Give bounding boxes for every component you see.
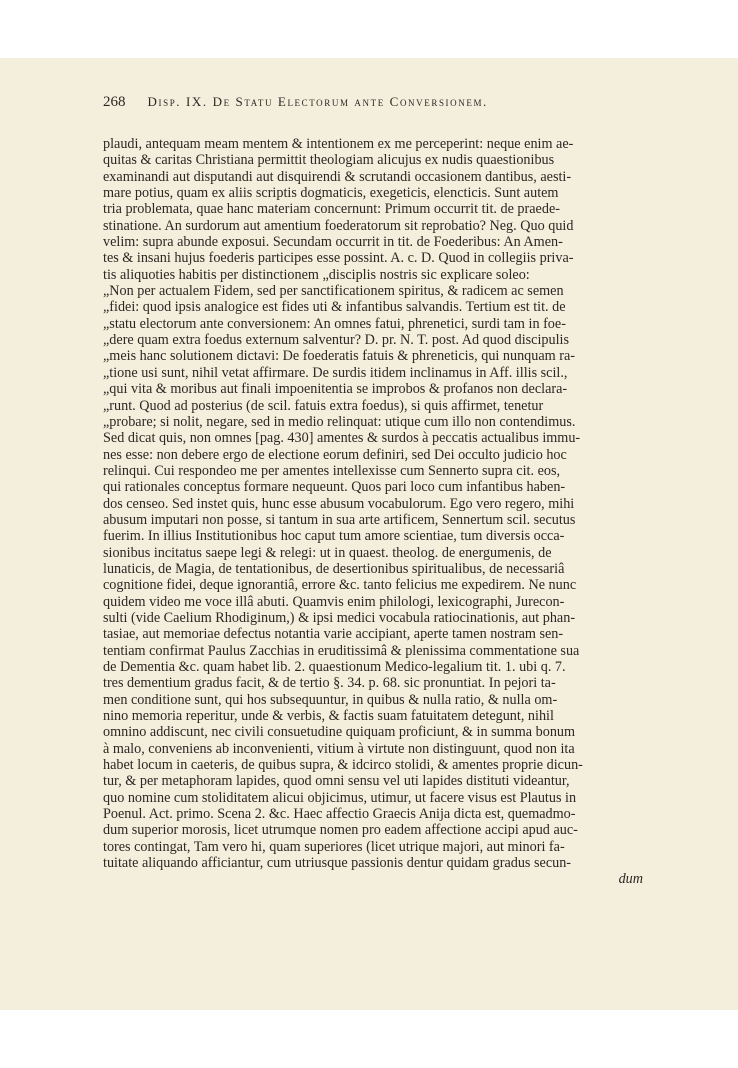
text-line: „meis hanc solutionem dictavi: De foederatis fatuis & phreneticis, qui nunquam ra- <box>103 348 575 365</box>
page-number: 268 <box>103 94 126 110</box>
text-line: sionibus incitatus saepe legi & relegi: ut in quaest. theolog. de energumenis, de <box>103 544 552 561</box>
text-line: examinandi aut disputandi aut disquirendi & scrutandi occasionem dantibus, aesti- <box>103 168 572 185</box>
text-line: „probare; si nolit, negare, sed in medio relinquat: utique cum illo non contendimus. <box>103 413 576 430</box>
text-line: mare potius, quam ex aliis scriptis dogmaticis, exegeticis, elencticis. Sunt autem <box>103 185 559 202</box>
body-text <box>103 136 643 888</box>
text-line: „runt. Quod ad posterius (de scil. fatuis extra foedus), si quis affirmet, tenetur <box>103 397 544 414</box>
text-line: lunaticis, de Magia, de tentationibus, de desertionibus spiritualibus, de necessariâ <box>103 560 565 577</box>
text-line: nes esse: non debere ergo de electione eorum definiri, sed Dei occulto judicio hoc <box>103 446 567 463</box>
text-line: „qui vita & moribus aut finali impoenitentia se improbos & profanos non declara- <box>103 381 568 398</box>
text-line: fuerim. In illius Institutionibus hoc caput tum amore scientiae, tum diversis occa- <box>103 528 565 545</box>
text-line: qui rationales conceptus formare nequeunt. Quos pari loco cum infantibus haben- <box>103 479 566 496</box>
text-line: „dere quam extra foedus externum salventur? D. pr. N. T. post. Ad quod discipulis <box>103 332 569 349</box>
text-line: „tione usi sunt, nihil vetat affirmare. De surdis itidem inclinamus in Aff. illis scil., <box>103 364 568 381</box>
text-line: Sed dicat quis, non omnes [pag. 430] amentes & surdos à peccatis actualibus immu- <box>103 430 581 447</box>
text-line: habet locum in caeteris, de quibus supra, & idcirco stolidi, & amentes proprie dicun- <box>103 757 583 774</box>
text-line: tur, & per metaphoram lapides, quod omni sensu vel uti lapides distituti videantur, <box>103 773 570 790</box>
text-line: plaudi, antequam meam mentem & intentionem ex me perceperint: neque enim ae- <box>103 136 574 152</box>
catchword: dum <box>618 871 643 888</box>
text-line: tres dementium gradus facit, & de tertio §. 34. p. 68. sic pronuntiat. In pejori ta- <box>103 675 556 692</box>
text-line: quitas & caritas Christiana permittit theologiam alicujus ex nudis quaestionibus <box>103 152 555 169</box>
text-line: tasiae, aut memoriae defectus notantia varie accipiant, aperte tamen nostram sen- <box>103 626 564 643</box>
text-line: stinatione. An surdorum aut amentium foederatorum sit reprobatio? Neg. Quo quid <box>103 217 574 234</box>
text-line: „Non per actualem Fidem, sed per sanctificationem spiritus, & radicem ac semen <box>103 283 564 300</box>
text-line: tes & insani hujus foederis participes esse possint. A. c. D. Quod in collegiis priva- <box>103 250 574 267</box>
text-line: dos censeo. Sed instet quis, hunc esse abusum vocabulorum. Ego vero regero, mihi <box>103 495 575 512</box>
text-line: dum superior morosis, licet utrumque nomen pro eadem affectione accipi apud auc- <box>103 822 578 839</box>
text-line: nino memoria reperitur, unde & verbis, & factis suam fatuitatem detegunt, nihil <box>103 708 554 725</box>
running-head: Disp. IX. De Statu Electorum ante Conversionem. <box>147 94 488 109</box>
text-line: tentiam confirmat Paulus Zacchias in eruditissimâ & plenissima commentatione sua <box>103 642 580 659</box>
text-line: quidem video me voce illâ abuti. Quamvis enim philologi, lexicographi, Jurecon- <box>103 593 565 610</box>
text-line: Poenul. Act. primo. Scena 2. &c. Haec affectio Graecis Anija dicta est, quemadmo- <box>103 806 576 823</box>
text-line: omnino addiscunt, nec civili consuetudine quiquam proficiunt, & in summa bonum <box>103 724 576 741</box>
text-line: velim: supra abunde exposui. Secundam occurrit in tit. de Foederibus: An Amen- <box>103 234 563 251</box>
text-line: sulti (vide Caelium Rhodiginum,) & ipsi medici vocabula ratiocinationis, aut phan- <box>103 609 576 626</box>
text-line: tuitate aliquando afficiantur, cum utriusque passionis dentur quidam gradus secun- <box>103 855 572 872</box>
text-line: „statu electorum ante conversionem: An omnes fatui, phrenetici, surdi tam in foe- <box>103 315 566 332</box>
text-line: quo nomine cum stoliditatem alicui objicimus, utimur, ut facere visus est Plautus in <box>103 789 577 806</box>
text-line: men conditione sunt, qui hos subsequuntur, in quibus & nulla ratio, & nulla om- <box>103 691 558 708</box>
text-line: abusum imputari non posse, si tantum in sua arte artificem, Sennertum scil. secutus <box>103 511 576 528</box>
text-line: à malo, conveniens ab inconvenienti, vitium à virtute non distinguunt, quod non ita <box>103 740 575 757</box>
text-line: cognitione fidei, deque ignorantiâ, errore &c. tanto felicius me expedirem. Ne nunc <box>103 577 577 594</box>
page-header <box>103 94 643 111</box>
text-line: tis aliquoties habitis per distinctionem „disciplis nostris sic explicare soleo: <box>103 266 530 283</box>
text-line: „fidei: quod ipsis analogice est fides uti & infantibus salvandis. Tertium est tit. de <box>103 299 566 316</box>
book-page <box>0 58 738 1010</box>
text-line: de Dementia &c. quam habet lib. 2. quaestionum Medico-legalium tit. 1. ubi q. 7. <box>103 659 566 675</box>
text-line: tores contingat, Tam vero hi, quam superiores (licet utrique majori, aut minori fa- <box>103 838 565 855</box>
text-line: tria problemata, quae hanc materiam concernunt: Primum occurrit tit. de praede- <box>103 201 560 218</box>
text-line: relinqui. Cui respondeo me per amentes intellexisse cum Sennerto supra cit. eos, <box>103 462 561 479</box>
